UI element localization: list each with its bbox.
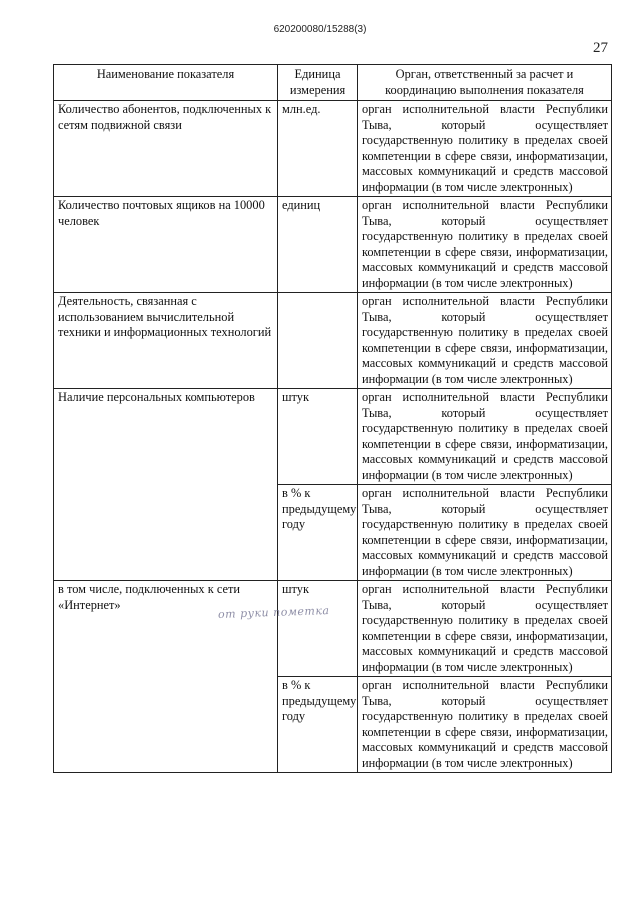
- header-responsible: Орган, ответственный за расчет и координацию выполнения показателя: [358, 65, 612, 101]
- responsible-cell: орган исполнительной власти Республики Тыва, который осуществляет государственную политику в пределах своей компетенции в сфере связи, информатизации, массовых коммуникаций и средств массовой информации (в том числе электронных): [358, 389, 612, 485]
- responsible-cell: орган исполнительной власти Республики Тыва, который осуществляет государственную политику в пределах своей компетенции в сфере связи, информатизации, массовых коммуникаций и средств массовой информации (в том числе электронных): [358, 101, 612, 197]
- responsible-cell: орган исполнительной власти Республики Тыва, который осуществляет государственную политику в пределах своей компетенции в сфере связи, информатизации, массовых коммуникаций и средств массовой информации (в том числе электронных): [358, 293, 612, 389]
- unit-cell: единиц: [278, 197, 358, 293]
- responsible-cell: орган исполнительной власти Республики Тыва, который осуществляет государственную политику в пределах своей компетенции в сфере связи, информатизации, массовых коммуникаций и средств массовой информации (в том числе электронных): [358, 677, 612, 773]
- unit-cell: в % к предыдущему году: [278, 485, 358, 581]
- handwritten-annotation: от руки пометка: [217, 604, 330, 621]
- table-header-row: [54, 65, 612, 101]
- responsible-cell: орган исполнительной власти Республики Тыва, который осуществляет государственную политику в пределах своей компетенции в сфере связи, информатизации, массовых коммуникаций и средств массовой информации (в том числе электронных): [358, 485, 612, 581]
- indicator-cell: Количество абонентов, подключенных к сетям подвижной связи: [54, 101, 278, 197]
- table-row: [54, 101, 612, 197]
- indicator-cell: Наличие персональных компьютеров: [54, 389, 278, 581]
- responsible-cell: орган исполнительной власти Республики Тыва, который осуществляет государственную политику в пределах своей компетенции в сфере связи, информатизации, массовых коммуникаций и средств массовой информации (в том числе электронных): [358, 581, 612, 677]
- unit-cell: штук: [278, 581, 358, 677]
- indicators-table: [53, 64, 612, 773]
- unit-cell: [278, 293, 358, 389]
- unit-cell: штук: [278, 389, 358, 485]
- indicator-cell: Количество почтовых ящиков на 10000 человек: [54, 197, 278, 293]
- indicator-cell: в том числе, подключенных к сети «Интернет»: [54, 581, 278, 773]
- page-number: 27: [593, 40, 608, 56]
- responsible-cell: орган исполнительной власти Республики Тыва, который осуществляет государственную политику в пределах своей компетенции в сфере связи, информатизации, массовых коммуникаций и средств массовой информации (в том числе электронных): [358, 197, 612, 293]
- indicator-cell: Деятельность, связанная с использованием вычислительной техники и информационных технологий: [54, 293, 278, 389]
- document-id: 620200080/15288(3): [273, 24, 367, 35]
- table-row: [54, 581, 612, 677]
- unit-cell: млн.ед.: [278, 101, 358, 197]
- unit-cell: в % к предыдущему году: [278, 677, 358, 773]
- table-row: [54, 389, 612, 485]
- header-indicator: Наименование показателя: [54, 65, 278, 101]
- table-row: [54, 197, 612, 293]
- table-row: [54, 293, 612, 389]
- header-unit: Единица измерения: [278, 65, 358, 101]
